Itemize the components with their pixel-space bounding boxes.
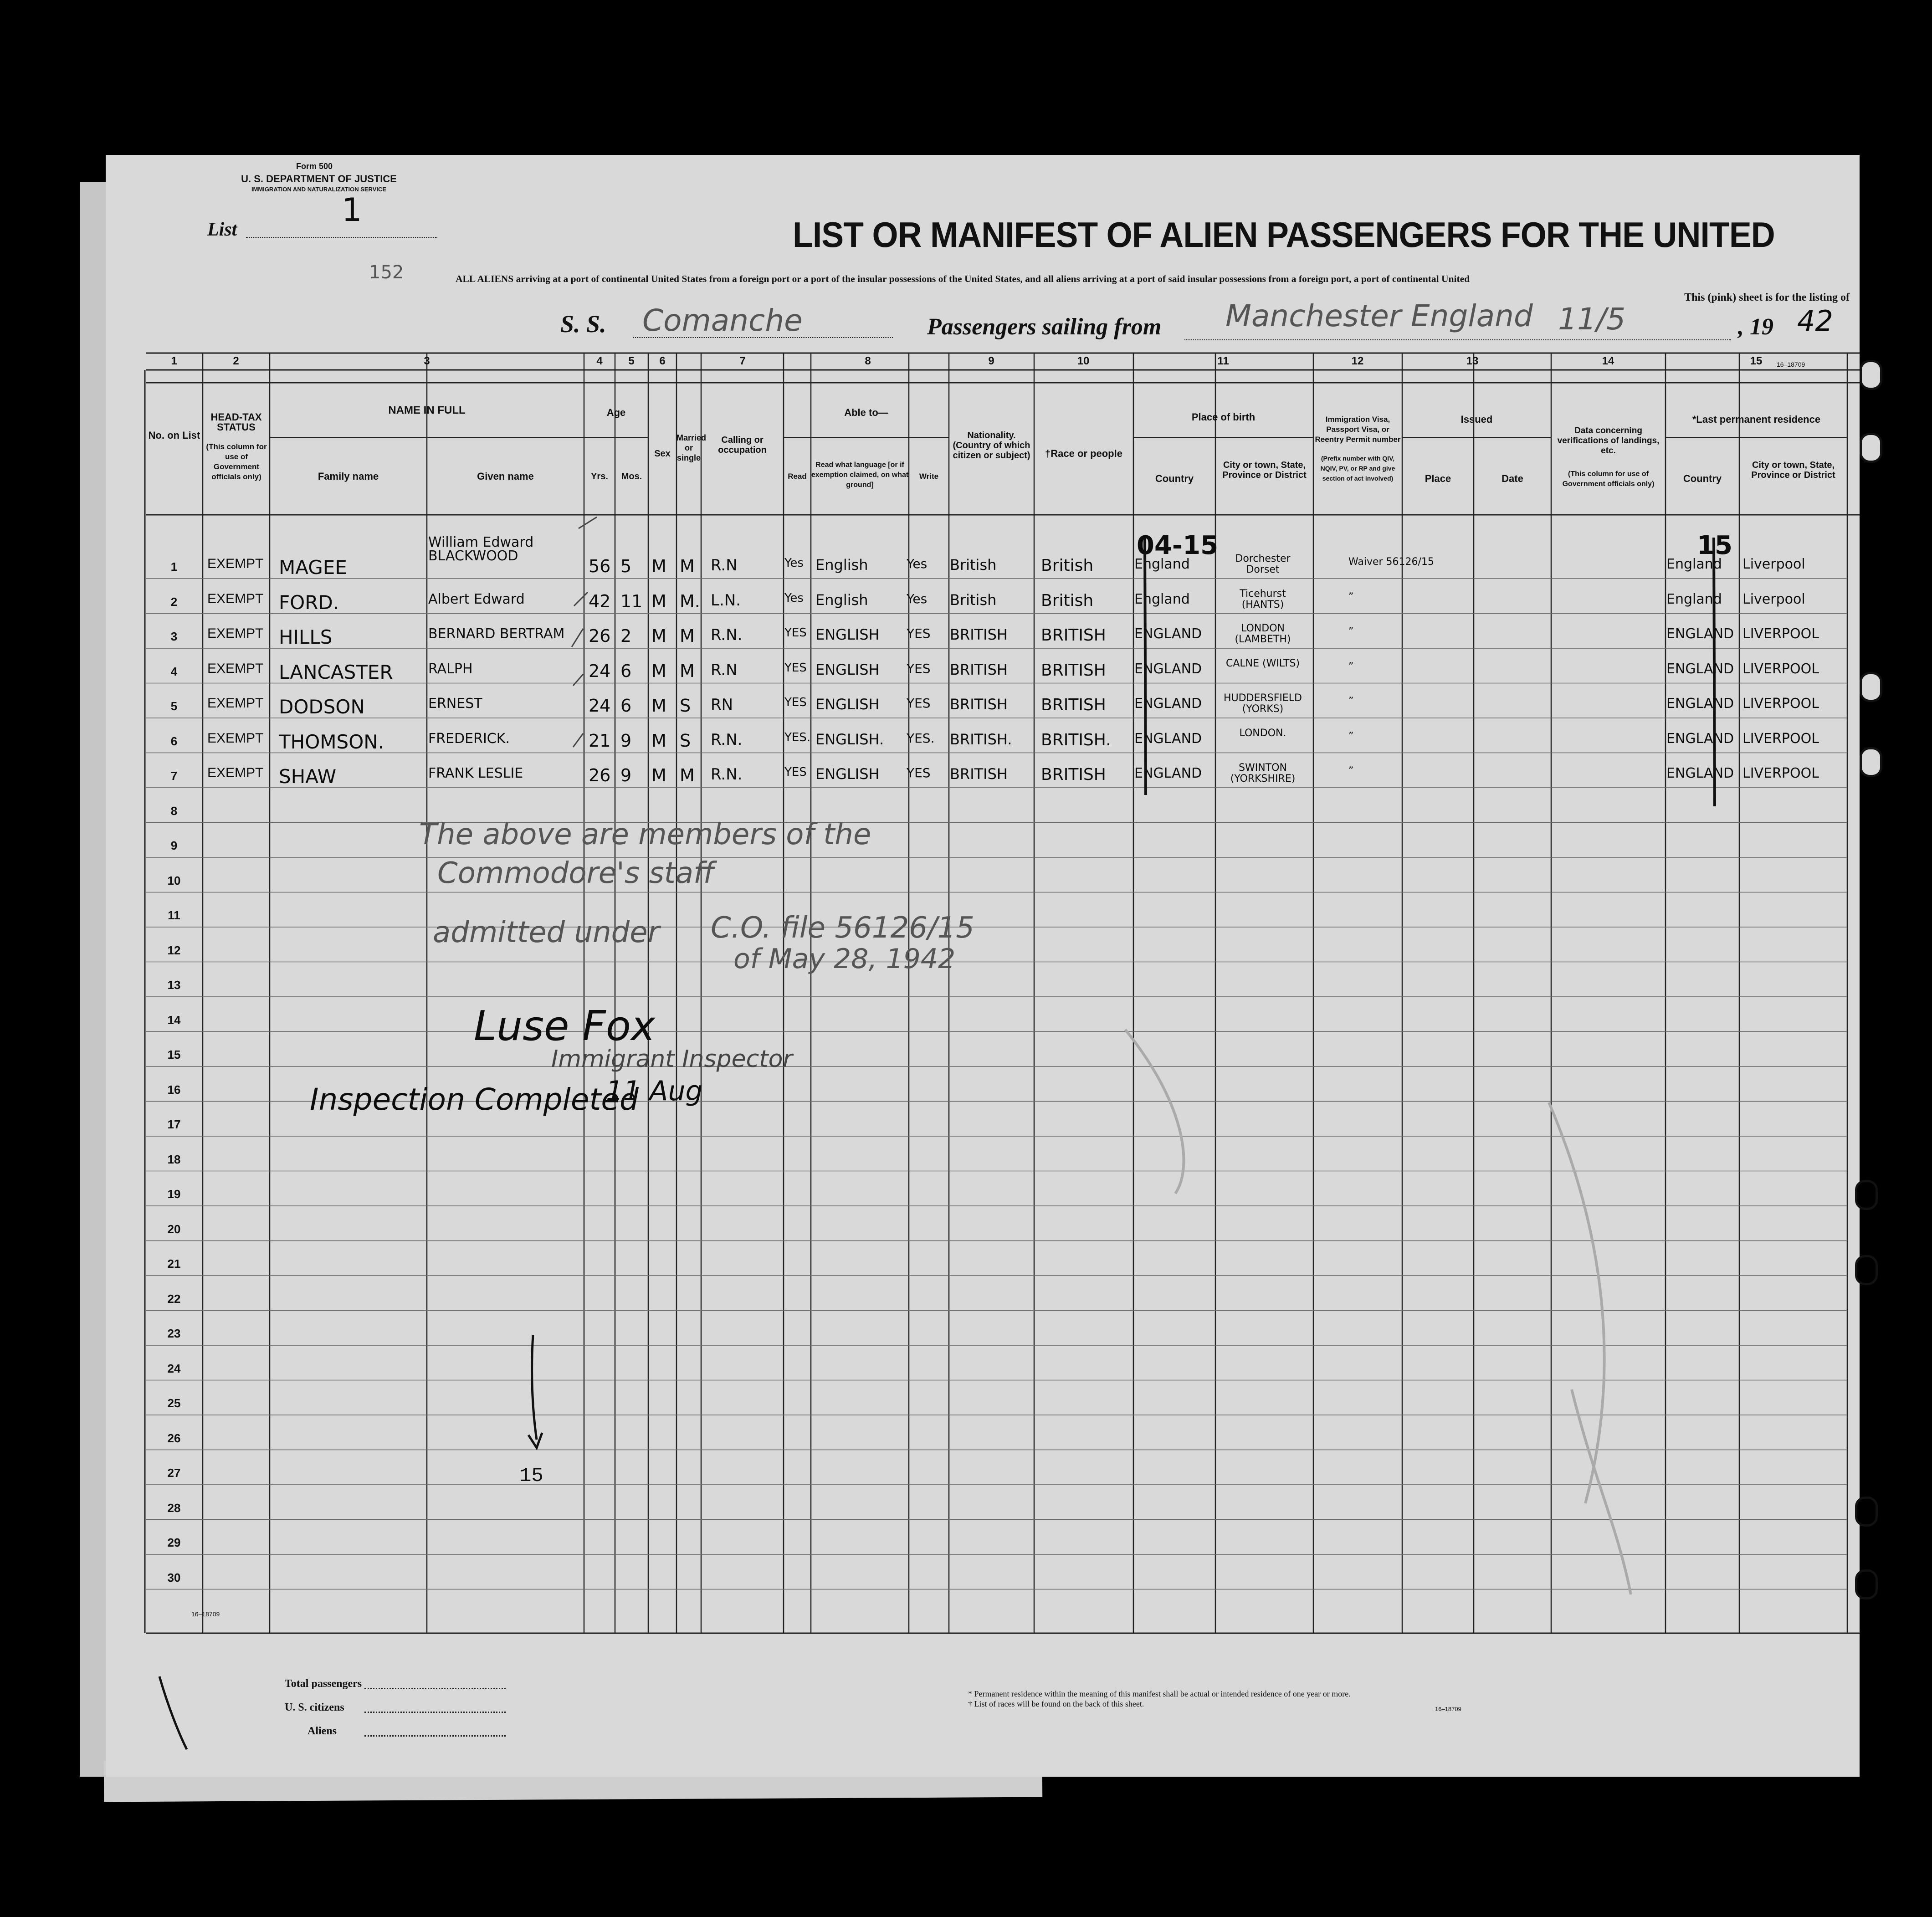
- cell-mos: 6: [620, 696, 632, 716]
- cell-given: William Edward BLACKWOOD: [428, 534, 534, 564]
- cell-nationality: BRITISH: [950, 765, 1008, 783]
- sailing-label: Passengers sailing from: [927, 314, 1162, 340]
- cell-sex: M: [651, 591, 666, 611]
- column-number: 4: [596, 355, 603, 367]
- list-label: List: [207, 219, 237, 240]
- row-number: 14: [167, 1013, 181, 1027]
- manifest-title: LIST OR MANIFEST OF ALIEN PASSENGERS FOR THE UNITED: [793, 215, 1775, 255]
- column-number: 1: [171, 355, 177, 367]
- punch-hole: [1860, 433, 1882, 463]
- cell-visa: ”: [1348, 626, 1354, 637]
- year-prefix: , 19: [1738, 314, 1773, 340]
- column-number: 7: [739, 355, 746, 367]
- cell-calling: R.N.: [711, 730, 743, 749]
- header-city: City or town, State, Province or District: [1222, 460, 1307, 480]
- cell-yrs: 26: [589, 626, 611, 646]
- cell-married: M: [680, 765, 695, 785]
- stamp-number: 152: [369, 262, 404, 283]
- cell-r-city: LIVERPOOL: [1742, 661, 1819, 677]
- row-number: 28: [167, 1501, 181, 1515]
- cell-read: YES.: [784, 730, 811, 744]
- row-number: 26: [167, 1431, 181, 1445]
- cell-country: ENGLAND: [1134, 661, 1202, 677]
- header-data14-note: (This column for use of Government officials only): [1562, 470, 1655, 488]
- cell-r-country: ENGLAND: [1666, 626, 1734, 642]
- cell-read: YES: [784, 765, 807, 779]
- cell-yrs: 26: [589, 765, 611, 785]
- cell-visa: Waiver 56126/15: [1348, 556, 1434, 568]
- birth-country-mark: 04-15: [1137, 531, 1219, 560]
- residence-mark: 15: [1697, 531, 1732, 560]
- cell-given: FRANK LESLIE: [428, 765, 523, 781]
- column-number: 2: [233, 355, 239, 367]
- citizens-line: [364, 1712, 506, 1713]
- cell-nationality: British: [950, 591, 997, 609]
- cell-country: ENGLAND: [1134, 626, 1202, 642]
- column-number: 8: [865, 355, 871, 367]
- punch-hole: [1855, 1497, 1878, 1527]
- cell-headtax: EXEMPT: [207, 730, 264, 746]
- cell-write: YES: [907, 626, 931, 641]
- cell-lang: English: [815, 556, 868, 574]
- header-race: †Race or people: [1045, 448, 1122, 459]
- row-number: 13: [167, 978, 181, 992]
- cell-calling: R.N.: [711, 626, 743, 644]
- cell-lang: ENGLISH: [815, 765, 880, 783]
- cell-city: LONDON.: [1239, 727, 1286, 739]
- manifest-subtitle: ALL ALIENS arriving at a port of continental United States from a foreign port or a port of the insular possessions of the United States, and all aliens arriving at a port of said insular possessions from a foreign port, a port of continental United: [456, 273, 1470, 284]
- header-mos: Mos.: [621, 472, 642, 482]
- cell-write: YES: [907, 696, 931, 711]
- staff-note-date: of May 28, 1942: [733, 943, 956, 975]
- cell-r-country: ENGLAND: [1666, 696, 1734, 712]
- cell-married: M: [680, 556, 695, 576]
- row-number: 27: [167, 1466, 181, 1480]
- cell-headtax: EXEMPT: [207, 696, 264, 711]
- cell-given: RALPH: [428, 661, 473, 677]
- cell-r-city: LIVERPOOL: [1742, 696, 1819, 712]
- header-res-city: City or town, State, Province or District: [1751, 460, 1835, 480]
- row-number: 11: [168, 908, 180, 922]
- cell-sex: M: [651, 765, 666, 785]
- header-read-lang: Read what language [or if exemption claimed, on what ground]: [811, 461, 909, 489]
- column-number: 12: [1351, 355, 1364, 367]
- column-number: 9: [988, 355, 994, 367]
- cell-family: MAGEE: [279, 556, 347, 579]
- row-number: 6: [170, 734, 178, 748]
- service: IMMIGRATION AND NATURALIZATION SERVICE: [251, 186, 387, 193]
- cell-family: DODSON: [279, 696, 365, 718]
- header-write: Write: [919, 472, 939, 481]
- cell-nationality: British: [950, 556, 997, 574]
- cell-write: YES.: [907, 730, 935, 746]
- row-number: 19: [167, 1187, 181, 1201]
- column-number: 10: [1077, 355, 1090, 367]
- cell-calling: L.N.: [711, 591, 741, 610]
- cell-write: Yes: [907, 591, 928, 606]
- cell-race: BRITISH: [1041, 661, 1106, 680]
- cell-family: FORD.: [279, 591, 339, 614]
- row-number: 22: [167, 1292, 181, 1306]
- cell-race: BRITISH: [1041, 696, 1106, 714]
- header-country: Country: [1155, 473, 1194, 484]
- cell-read: YES: [784, 661, 807, 675]
- cell-visa: ”: [1348, 730, 1354, 742]
- cell-given: BERNARD BERTRAM: [428, 626, 565, 642]
- cell-city: Ticehurst (HANTS): [1240, 588, 1286, 610]
- cell-married: M.: [680, 591, 700, 611]
- header-visa-note: (Prefix number with QIV, NQIV, PV, or RP and give section of act involved): [1320, 455, 1395, 482]
- cell-r-country: England: [1666, 556, 1722, 572]
- cell-write: YES: [907, 765, 931, 780]
- total-passengers-label: Total passengers: [285, 1678, 362, 1690]
- header-residence: *Last permanent residence: [1692, 414, 1821, 425]
- row-number: 24: [167, 1361, 181, 1375]
- cell-sex: M: [651, 556, 666, 576]
- cell-mos: 2: [620, 626, 632, 646]
- column-number: 11: [1217, 355, 1229, 367]
- cell-write: Yes: [907, 556, 928, 571]
- footnote-races: † List of races will be found on the back of this sheet.: [968, 1699, 1144, 1708]
- footnote-residence: * Permanent residence within the meaning of this manifest shall be actual or intended residence of one year or more.: [968, 1689, 1351, 1698]
- cell-r-city: Liverpool: [1742, 556, 1805, 572]
- aliens-line: [364, 1735, 506, 1737]
- ss-label: S. S.: [560, 310, 606, 338]
- row-number: 4: [170, 664, 178, 678]
- staff-note-line3: admitted under: [433, 916, 660, 949]
- cell-sex: M: [651, 626, 666, 646]
- row-number: 10: [167, 873, 181, 887]
- cell-family: THOMSON.: [279, 730, 384, 753]
- list-line: [246, 237, 437, 238]
- row-number: 21: [167, 1257, 181, 1271]
- cell-country: ENGLAND: [1134, 730, 1202, 747]
- cell-read: Yes: [784, 556, 804, 570]
- cell-read: YES: [784, 696, 807, 709]
- punch-hole: [1855, 1255, 1878, 1285]
- cell-married: M: [680, 661, 695, 681]
- cell-given: ERNEST: [428, 696, 482, 712]
- cell-country: ENGLAND: [1134, 765, 1202, 781]
- row-number: 17: [167, 1117, 181, 1131]
- staff-note-line2: Commodore's staff: [437, 856, 715, 890]
- header-name: NAME IN FULL: [388, 404, 466, 416]
- department: U. S. DEPARTMENT OF JUSTICE: [241, 173, 397, 185]
- column-number: 13: [1466, 355, 1479, 367]
- row-number: 12: [167, 943, 181, 957]
- row-number: 15: [167, 1048, 181, 1061]
- cell-city: CALNE (WILTS): [1225, 657, 1300, 669]
- cell-nationality: BRITISH: [950, 661, 1008, 678]
- inspector-title: Immigrant Inspector: [551, 1046, 793, 1073]
- punch-hole: [1855, 1180, 1878, 1210]
- header-age: Age: [606, 407, 626, 418]
- row-number: 16: [167, 1082, 181, 1097]
- cell-write: YES: [907, 661, 931, 676]
- header-married: Married or single: [676, 433, 707, 462]
- cell-sex: M: [651, 730, 666, 751]
- inspector-signature: Luse Fox: [474, 1002, 656, 1050]
- cell-mos: 5: [620, 556, 632, 576]
- year-value: 42: [1797, 304, 1833, 338]
- header-res-country: Country: [1683, 473, 1722, 484]
- column-number: 3: [424, 355, 430, 367]
- cell-mos: 6: [620, 661, 632, 681]
- cell-race: British: [1041, 591, 1094, 610]
- list-number: 1: [342, 191, 362, 229]
- header-sex: Sex: [654, 449, 671, 459]
- header-calling: Calling or occupation: [718, 435, 767, 455]
- cell-headtax: EXEMPT: [207, 591, 264, 606]
- cell-lang: ENGLISH: [815, 696, 880, 713]
- header-nationality: Nationality. (Country of which citizen or subject): [953, 431, 1030, 461]
- header-headtax-note: (This column for use of Government officials only): [206, 442, 267, 481]
- cell-r-city: LIVERPOOL: [1742, 765, 1819, 781]
- cell-headtax: EXEMPT: [207, 556, 264, 571]
- departure-date: 11/5: [1558, 302, 1626, 337]
- ship-name: Comanche: [642, 303, 803, 338]
- header-family: Family name: [318, 471, 379, 482]
- cell-married: S: [680, 730, 691, 751]
- header-issued: Issued: [1461, 414, 1493, 425]
- total-line: [364, 1688, 506, 1689]
- staff-note-line1: The above are members of the: [419, 818, 871, 851]
- cell-visa: ”: [1348, 696, 1354, 707]
- port-line: [1184, 339, 1731, 340]
- cell-nationality: BRITISH.: [950, 730, 1012, 748]
- cell-lang: English: [815, 591, 868, 609]
- cell-r-country: England: [1666, 591, 1722, 607]
- cell-r-country: ENGLAND: [1666, 730, 1734, 747]
- row-number: 18: [167, 1152, 181, 1166]
- aliens-label: Aliens: [307, 1725, 337, 1737]
- cell-headtax: EXEMPT: [207, 765, 264, 780]
- cell-country: England: [1134, 556, 1190, 572]
- footer-code-left: 16–18709: [191, 1610, 220, 1618]
- header-no: No. on List: [148, 430, 200, 441]
- cell-yrs: 21: [589, 730, 611, 751]
- cell-mos: 11: [620, 591, 643, 611]
- row-number: 20: [167, 1222, 181, 1236]
- cell-city: HUDDERSFIELD (YORKS): [1224, 692, 1302, 715]
- marginal-count: 15: [519, 1465, 543, 1487]
- cell-family: LANCASTER: [279, 661, 393, 683]
- cell-sex: M: [651, 661, 666, 681]
- cell-lang: ENGLISH: [815, 661, 880, 678]
- cell-nationality: BRITISH: [950, 626, 1008, 643]
- cell-city: SWINTON (YORKSHIRE): [1230, 762, 1296, 784]
- header-data14: Data concerning verifications of landings, etc.: [1557, 426, 1660, 456]
- header-date: Date: [1502, 473, 1523, 484]
- footer-code: 16–18709: [1435, 1706, 1461, 1712]
- cell-read: Yes: [784, 591, 804, 605]
- punch-hole: [1860, 672, 1882, 702]
- header-read: Read: [788, 472, 807, 481]
- punch-hole: [1860, 360, 1882, 390]
- cell-visa: ”: [1348, 661, 1354, 672]
- row-number: 23: [167, 1327, 181, 1340]
- row-number: 29: [167, 1536, 181, 1549]
- cell-visa: ”: [1348, 765, 1354, 777]
- cell-country: England: [1134, 591, 1190, 607]
- cell-lang: ENGLISH: [815, 626, 880, 643]
- cell-yrs: 42: [589, 591, 611, 611]
- cell-headtax: EXEMPT: [207, 626, 264, 641]
- cell-race: BRITISH: [1041, 626, 1106, 645]
- header-given: Given name: [477, 471, 534, 482]
- header-headtax: HEAD-TAX STATUS: [210, 411, 262, 433]
- us-citizens-label: U. S. citizens: [285, 1702, 344, 1713]
- cell-race: British: [1041, 556, 1094, 575]
- cell-nationality: BRITISH: [950, 696, 1008, 713]
- cell-city: Dorchester Dorset: [1235, 553, 1291, 575]
- header-place: Place: [1425, 473, 1451, 484]
- column-number: 6: [659, 355, 666, 367]
- cell-country: ENGLAND: [1134, 696, 1202, 712]
- cell-married: M: [680, 626, 695, 646]
- header-visa: Immigration Visa, Passport Visa, or Reentry Permit number: [1315, 415, 1401, 444]
- cell-r-city: LIVERPOOL: [1742, 730, 1819, 747]
- cell-given: FREDERICK.: [428, 730, 510, 747]
- cell-calling: R.N: [711, 661, 738, 679]
- manifest-subtitle-2: This (pink) sheet is for the listing of: [1684, 292, 1850, 303]
- punch-hole: [1860, 747, 1882, 777]
- column-number: 5: [628, 355, 635, 367]
- cell-lang: ENGLISH.: [815, 730, 884, 748]
- inspection-date: 11 Aug: [606, 1075, 703, 1107]
- row-number: 1: [170, 560, 178, 574]
- cell-calling: R.N.: [711, 765, 743, 784]
- cell-city: LONDON (LAMBETH): [1235, 623, 1291, 645]
- row-number: 9: [170, 839, 178, 852]
- header-yrs: Yrs.: [591, 472, 608, 482]
- cell-visa: ”: [1348, 591, 1354, 603]
- cell-yrs: 24: [589, 696, 611, 716]
- row-number: 2: [170, 595, 178, 609]
- cell-headtax: EXEMPT: [207, 661, 264, 676]
- cell-r-country: ENGLAND: [1666, 765, 1734, 781]
- row-number: 5: [170, 699, 178, 713]
- cell-r-country: ENGLAND: [1666, 661, 1734, 677]
- cell-race: BRITISH: [1041, 765, 1106, 784]
- ship-line: [633, 337, 893, 338]
- cell-r-city: LIVERPOOL: [1742, 626, 1819, 642]
- column-number: 14: [1602, 355, 1614, 367]
- staff-note-file: C.O. file 56126/15: [711, 911, 974, 945]
- cell-calling: RN: [711, 696, 733, 714]
- punch-hole: [1855, 1569, 1878, 1599]
- cell-married: S: [680, 696, 691, 716]
- row-number: 3: [170, 630, 178, 643]
- cell-yrs: 56: [589, 556, 611, 576]
- cell-family: HILLS: [279, 626, 333, 648]
- departure-port: Manchester England: [1225, 298, 1533, 333]
- cell-sex: M: [651, 696, 666, 716]
- cell-mos: 9: [620, 765, 632, 785]
- cell-calling: R.N: [711, 556, 738, 574]
- header-birth: Place of birth: [1191, 411, 1256, 423]
- cell-mos: 9: [620, 730, 632, 751]
- row-number: 7: [170, 769, 178, 783]
- footer-code-right: 16–18709: [1777, 361, 1805, 368]
- column-number: 15: [1750, 355, 1763, 367]
- inspection-completed: Inspection Completed: [310, 1082, 639, 1117]
- row-number: 8: [170, 804, 178, 818]
- form-number: Form 500: [296, 162, 333, 171]
- cell-read: YES: [784, 626, 807, 640]
- cell-r-city: Liverpool: [1742, 591, 1805, 607]
- cell-family: SHAW: [279, 765, 337, 788]
- cell-race: BRITISH.: [1041, 730, 1111, 749]
- cell-yrs: 24: [589, 661, 611, 681]
- row-number: 30: [167, 1570, 181, 1584]
- header-able: Able to—: [844, 407, 888, 418]
- row-number: 25: [167, 1396, 181, 1410]
- cell-given: Albert Edward: [428, 591, 525, 607]
